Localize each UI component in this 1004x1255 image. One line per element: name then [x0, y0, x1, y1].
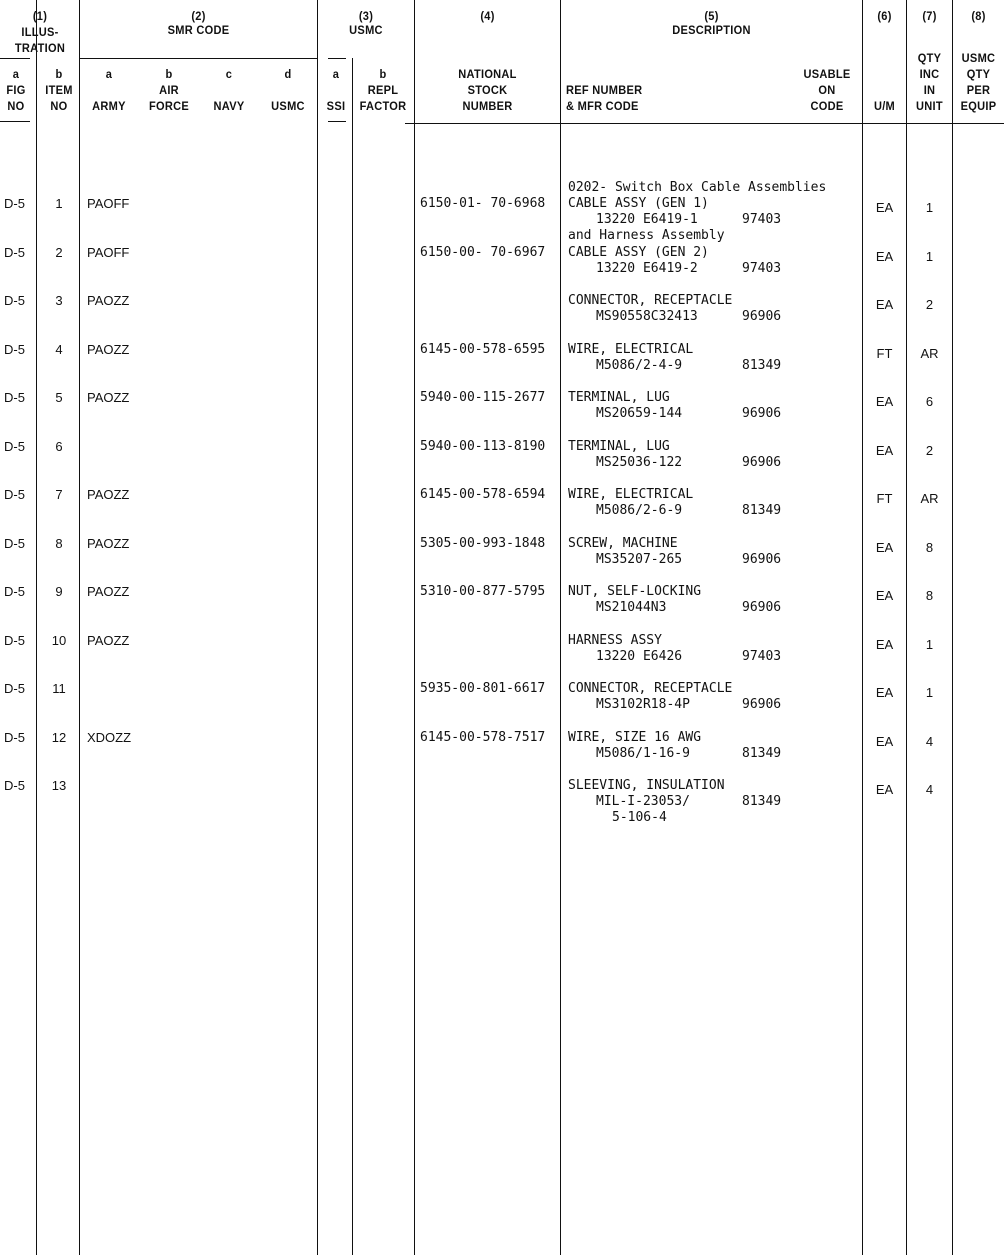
qty-inc-in-unit: 8 — [925, 588, 934, 603]
col1-title: ILLUS- TRATION — [14, 25, 66, 55]
item-no: 12 — [51, 730, 67, 745]
col7-qty-inc-in-unit: QTY INC IN UNIT — [916, 51, 943, 113]
ref-number: 13220 E6419-1 — [596, 212, 698, 227]
ref-number: MS20659-144 — [596, 406, 683, 421]
col6-um: U/M — [873, 99, 896, 113]
mfr-code: 96906 — [742, 600, 782, 615]
ref-number: M5086/2-4-9 — [596, 358, 683, 373]
rule-nsn-desc — [560, 0, 561, 1255]
item-no: 8 — [55, 536, 63, 551]
national-stock-number: 5310-00-877-5795 — [420, 584, 546, 599]
group-heading-line1: 0202- Switch Box Cable Assemblies — [568, 180, 827, 195]
unit-of-measure: EA — [875, 685, 894, 700]
national-stock-number: 5940-00-115-2677 — [420, 390, 546, 405]
unit-of-measure: FT — [876, 346, 893, 361]
rule-um-qty — [906, 0, 907, 1255]
description: CONNECTOR, RECEPTACLE — [568, 293, 733, 308]
mfr-code: 96906 — [742, 552, 782, 567]
rule-desc-um — [862, 0, 863, 1255]
rule-item-army — [79, 0, 80, 1255]
item-no: 9 — [55, 584, 63, 599]
col2d-usmc: d USMC — [271, 67, 305, 113]
rule-smr-top — [80, 58, 317, 59]
smr-army: PAOZZ — [87, 584, 130, 599]
fig-no: D-5 — [4, 342, 25, 357]
rule-fig-bottom — [0, 121, 30, 122]
rule-ssi-repl — [352, 58, 353, 1255]
col5-number: (5) — [704, 9, 719, 23]
qty-inc-in-unit: 6 — [925, 394, 934, 409]
group-heading-line2: and Harness Assembly — [568, 228, 725, 243]
smr-army: PAOFF — [87, 245, 130, 260]
qty-inc-in-unit: 1 — [925, 200, 934, 215]
description: WIRE, ELECTRICAL — [568, 487, 694, 502]
national-stock-number: 5940-00-113-8190 — [420, 439, 546, 454]
unit-of-measure: EA — [875, 540, 894, 555]
ref-number: MIL-I-23053/ — [596, 794, 690, 809]
mfr-code: 81349 — [742, 746, 782, 761]
unit-of-measure: EA — [875, 297, 894, 312]
description: CONNECTOR, RECEPTACLE — [568, 681, 733, 696]
mfr-code: 97403 — [742, 261, 782, 276]
col2a-army: a ARMY — [92, 67, 126, 113]
description: WIRE, SIZE 16 AWG — [568, 730, 702, 745]
mfr-code: 97403 — [742, 212, 782, 227]
description: WIRE, ELECTRICAL — [568, 342, 694, 357]
col7-number: (7) — [922, 9, 937, 23]
fig-no: D-5 — [4, 633, 25, 648]
description: TERMINAL, LUG — [568, 390, 670, 405]
item-no: 11 — [52, 681, 66, 696]
rule-qty-usmcqty — [952, 0, 953, 1255]
unit-of-measure: EA — [875, 637, 894, 652]
fig-no: D-5 — [4, 245, 25, 260]
mfr-code: 97403 — [742, 649, 782, 664]
col6-number: (6) — [877, 9, 892, 23]
col8-number: (8) — [971, 9, 986, 23]
description: CABLE ASSY (GEN 1) — [568, 196, 709, 211]
rule-ssi-top — [328, 58, 346, 59]
national-stock-number: 6145-00-578-6594 — [420, 487, 546, 502]
item-no: 7 — [55, 487, 63, 502]
item-no: 4 — [55, 342, 63, 357]
item-no: 10 — [51, 633, 67, 648]
ref-number: M5086/2-6-9 — [596, 503, 683, 518]
description: TERMINAL, LUG — [568, 439, 670, 454]
description: HARNESS ASSY — [568, 633, 662, 648]
unit-of-measure: EA — [875, 394, 894, 409]
fig-no: D-5 — [4, 439, 25, 454]
smr-army: PAOFF — [87, 196, 130, 211]
mfr-code: 96906 — [742, 406, 782, 421]
fig-no: D-5 — [4, 681, 25, 696]
item-no: 13 — [51, 778, 67, 793]
rule-ssi-bottom — [328, 121, 346, 122]
ref-number-cont: 5-106-4 — [612, 810, 667, 825]
smr-army: PAOZZ — [87, 293, 130, 308]
ref-number: MS3102R18-4P — [596, 697, 690, 712]
mfr-code: 96906 — [742, 697, 782, 712]
fig-no: D-5 — [4, 536, 25, 551]
description: SLEEVING, INSULATION — [568, 778, 725, 793]
rule-fig-item — [36, 0, 37, 1255]
unit-of-measure: EA — [875, 249, 894, 264]
fig-no: D-5 — [4, 584, 25, 599]
smr-army: PAOZZ — [87, 633, 130, 648]
fig-no: D-5 — [4, 778, 25, 793]
col2b-air-force: b AIR FORCE — [148, 67, 190, 113]
description: SCREW, MACHINE — [568, 536, 678, 551]
national-stock-number: 6145-00-578-6595 — [420, 342, 546, 357]
col5-title: DESCRIPTION — [672, 23, 751, 37]
qty-inc-in-unit: 4 — [925, 782, 934, 797]
smr-army: PAOZZ — [87, 487, 130, 502]
col3b-repl-factor: b REPL FACTOR — [359, 67, 407, 113]
rule-fig-top — [0, 58, 30, 59]
col2c-navy: c NAVY — [213, 67, 245, 113]
item-no: 6 — [55, 439, 63, 454]
rule-header-bottom — [405, 123, 1004, 124]
mfr-code: 81349 — [742, 358, 782, 373]
ref-number: MS90558C32413 — [596, 309, 698, 324]
col4-title: NATIONAL STOCK NUMBER — [458, 67, 517, 113]
description: NUT, SELF-LOCKING — [568, 584, 702, 599]
national-stock-number: 6145-00-578-7517 — [420, 730, 546, 745]
qty-inc-in-unit: AR — [920, 491, 939, 506]
mfr-code: 96906 — [742, 309, 782, 324]
col3-number: (3) — [358, 9, 374, 23]
col3-title: USMC — [349, 23, 383, 37]
fig-no: D-5 — [4, 293, 25, 308]
unit-of-measure: EA — [875, 443, 894, 458]
unit-of-measure: FT — [876, 491, 893, 506]
ref-number: MS25036-122 — [596, 455, 683, 470]
fig-no: D-5 — [4, 390, 25, 405]
col5-ref-number: REF NUMBER & MFR CODE — [566, 83, 643, 113]
col8-usmc-qty-per-equip: USMC QTY PER EQUIP — [960, 51, 997, 113]
ref-number: MS21044N3 — [596, 600, 667, 615]
smr-army: PAOZZ — [87, 342, 130, 357]
qty-inc-in-unit: 1 — [925, 637, 934, 652]
qty-inc-in-unit: 1 — [925, 249, 934, 264]
col5-usable-on-code: USABLE ON CODE — [803, 67, 851, 113]
mfr-code: 96906 — [742, 455, 782, 470]
qty-inc-in-unit: 8 — [925, 540, 934, 555]
ref-number: MS35207-265 — [596, 552, 683, 567]
national-stock-number: 5305-00-993-1848 — [420, 536, 546, 551]
unit-of-measure: EA — [875, 782, 894, 797]
col2-number: (2) — [191, 9, 206, 23]
col4-number: (4) — [480, 9, 495, 23]
qty-inc-in-unit: 2 — [925, 443, 934, 458]
rule-usmc-nsn — [414, 0, 415, 1255]
qty-inc-in-unit: AR — [920, 346, 939, 361]
item-no: 5 — [55, 390, 63, 405]
unit-of-measure: EA — [875, 200, 894, 215]
national-stock-number: 6150-00- 70-6967 — [420, 245, 546, 260]
rule-smr-usmc — [317, 0, 318, 1255]
qty-inc-in-unit: 2 — [925, 297, 934, 312]
fig-no: D-5 — [4, 730, 25, 745]
ref-number: M5086/1-16-9 — [596, 746, 690, 761]
description: CABLE ASSY (GEN 2) — [568, 245, 709, 260]
mfr-code: 81349 — [742, 503, 782, 518]
fig-no: D-5 — [4, 487, 25, 502]
national-stock-number: 5935-00-801-6617 — [420, 681, 546, 696]
mfr-code: 81349 — [742, 794, 782, 809]
smr-army: XDOZZ — [87, 730, 132, 745]
smr-army: PAOZZ — [87, 536, 130, 551]
item-no: 2 — [55, 245, 63, 260]
col3a-ssi: a SSI — [326, 67, 346, 113]
col1-number: (1) — [32, 9, 48, 23]
smr-army: PAOZZ — [87, 390, 130, 405]
national-stock-number: 6150-01- 70-6968 — [420, 196, 546, 211]
col2-title: SMR CODE — [167, 23, 230, 37]
unit-of-measure: EA — [875, 588, 894, 603]
ref-number: 13220 E6419-2 — [596, 261, 698, 276]
item-no: 1 — [55, 196, 63, 211]
qty-inc-in-unit: 4 — [925, 734, 934, 749]
col1a-fig-no: a FIG NO — [6, 67, 26, 113]
ref-number: 13220 E6426 — [596, 649, 683, 664]
col1b-item-no: b ITEM NO — [45, 67, 73, 113]
fig-no: D-5 — [4, 196, 25, 211]
unit-of-measure: EA — [875, 734, 894, 749]
item-no: 3 — [55, 293, 63, 308]
qty-inc-in-unit: 1 — [925, 685, 934, 700]
